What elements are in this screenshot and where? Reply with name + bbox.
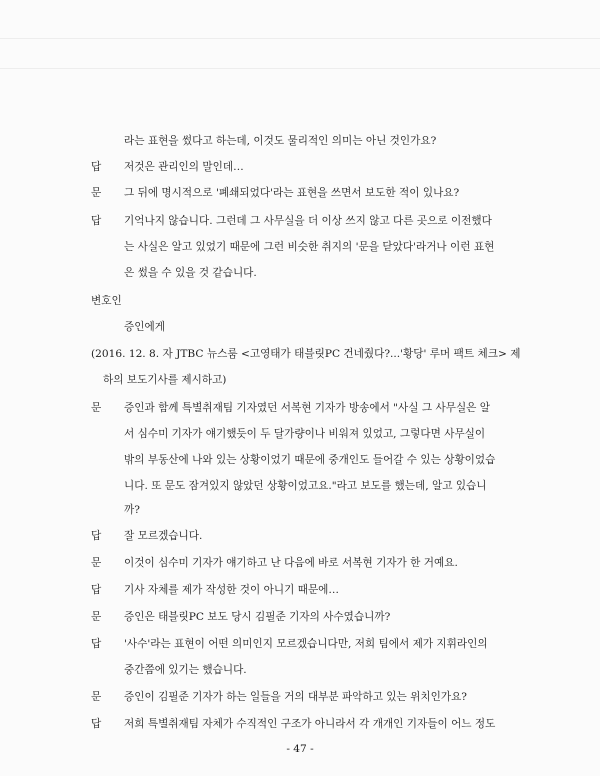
answer-label: 답 bbox=[91, 638, 102, 650]
answer-text-line: 기억나지 않습니다. 그런데 그 사무실을 더 이상 쓰지 않고 다른 곳으로 이전했다 bbox=[124, 215, 492, 227]
question-label: 문 bbox=[91, 557, 102, 569]
address-line: 증인에게 bbox=[124, 321, 165, 333]
question-label: 문 bbox=[91, 611, 102, 623]
answer-text: 기사 자체를 제가 작성한 것이 아니기 때문에… bbox=[124, 584, 340, 596]
answer-label: 답 bbox=[91, 161, 102, 173]
exhibit-note-line: (2016. 12. 8. 자 JTBC 뉴스룸 <고영태가 태블릿PC 건네줬다?...'황당' 루머 팩트 체크> 제 bbox=[91, 348, 521, 360]
answer-label: 답 bbox=[91, 530, 102, 542]
question-label: 문 bbox=[91, 402, 102, 414]
question-text-line: 서 심수미 기자가 얘기했듯이 두 달가량이나 비워져 있었고, 그렇다면 사무실이 bbox=[124, 428, 486, 440]
speaker-lawyer-label: 변호인 bbox=[91, 295, 122, 307]
faint-ruled-line bbox=[0, 68, 600, 69]
question-text: 증인은 태블릿PC 보도 당시 김필준 기자의 사수였습니까? bbox=[124, 611, 391, 623]
question-text-line: 니다. 또 문도 잠겨있지 않았던 상황이었고요."라고 보도를 했는데, 알고 있습니 bbox=[124, 480, 487, 492]
question-text-line: 증인과 함께 특별취재팀 기자였던 서복현 기자가 방송에서 "사실 그 사무실은 알 bbox=[124, 402, 491, 414]
answer-text-line: 은 썼을 수 있을 것 같습니다. bbox=[124, 267, 257, 279]
exhibit-note-line: 하의 보도기사를 제시하고) bbox=[103, 374, 227, 386]
question-text: 그 뒤에 명시적으로 '폐쇄되었다'라는 표현을 쓰면서 보도한 적이 있나요? bbox=[124, 187, 460, 199]
page-number: - 47 - bbox=[286, 743, 314, 755]
question-text-line: 까? bbox=[124, 504, 140, 516]
answer-text: 저것은 관리인의 말인데… bbox=[124, 161, 244, 173]
question-text: 이것이 심수미 기자가 얘기하고 난 다음에 바로 서복현 기자가 한 거예요. bbox=[124, 557, 458, 569]
answer-label: 답 bbox=[91, 215, 102, 227]
question-text: 증인이 김필준 기자가 하는 일들을 거의 대부분 파악하고 있는 위치인가요? bbox=[124, 691, 467, 703]
answer-text: 저희 특별취재팀 자체가 수직적인 구조가 아니라서 각 개개인 기자들이 어느 정도 bbox=[124, 718, 496, 730]
faint-ruled-line bbox=[0, 38, 600, 39]
answer-text-line: 중간쯤에 있기는 했습니다. bbox=[124, 664, 247, 676]
answer-text: 잘 모르겠습니다. bbox=[124, 530, 203, 542]
question-label: 문 bbox=[91, 187, 102, 199]
answer-label: 답 bbox=[91, 718, 102, 730]
question-label: 문 bbox=[91, 691, 102, 703]
continued-line: 라는 표현을 썼다고 하는데, 이것도 물리적인 의미는 아닌 것인가요? bbox=[124, 135, 437, 147]
answer-label: 답 bbox=[91, 584, 102, 596]
answer-text-line: 는 사실은 알고 있었기 때문에 그런 비슷한 취지의 '문을 닫았다'라거나 이런 표현 bbox=[124, 241, 495, 253]
question-text-line: 밖의 부동산에 나와 있는 상황이었기 때문에 중개인도 들어갈 수 있는 상황이었습 bbox=[124, 454, 496, 466]
answer-text-line: '사수'라는 표현이 어떤 의미인지 모르겠습니다만, 저희 팀에서 제가 지휘라인의 bbox=[124, 638, 488, 650]
